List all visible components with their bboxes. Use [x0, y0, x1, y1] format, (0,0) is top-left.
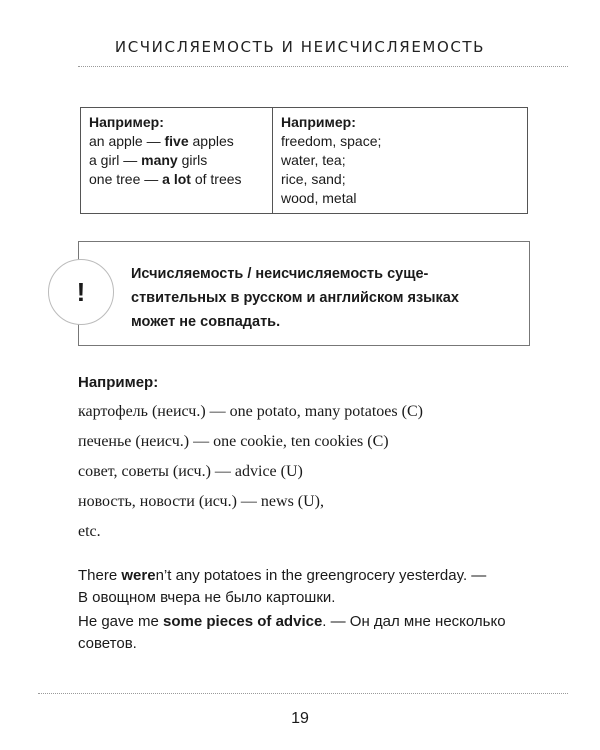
uncountable-row: rice, sand;: [281, 171, 346, 187]
running-header: ИСЧИСЛЯЕМОСТЬ И НЕИСЧИСЛЯЕМОСТЬ: [114, 38, 486, 56]
examples-label: Например:: [78, 374, 159, 391]
countable-row: a girl — many girls: [89, 152, 208, 168]
example-sentence: He gave me some pieces of advice. — Он дал мне несколько советов.: [78, 613, 506, 652]
uncountable-column: [273, 108, 528, 214]
list-item: картофель (неисч.) — one potato, many potatoes (C): [78, 403, 423, 420]
callout-line: ствительных в русском и английском языках: [131, 290, 459, 306]
countable-label: Например:: [89, 114, 164, 130]
uncountable-row: water, tea;: [281, 152, 346, 168]
example-sentence: There weren’t any potatoes in the greengrocery yesterday. — В овощном вчера не было картошки.: [78, 567, 487, 606]
callout-line: может не совпадать.: [131, 314, 281, 330]
header-rule: [78, 66, 568, 67]
callout-line: Исчисляемость / неисчисляемость суще-: [131, 266, 429, 282]
uncountable-row: freedom, space;: [281, 133, 382, 149]
uncountable-row: wood, metal: [281, 190, 357, 206]
list-item: печенье (неисч.) — one cookie, ten cookies (C): [78, 433, 389, 450]
footer-rule: [38, 693, 568, 694]
examples-list: [78, 397, 423, 547]
countable-row: one tree — a lot of trees: [89, 171, 242, 187]
exclamation-icon: !: [48, 259, 114, 325]
examples-table: [80, 107, 528, 214]
callout-text: [131, 262, 511, 334]
uncountable-label: Например:: [281, 114, 356, 130]
page-number: 19: [291, 710, 309, 727]
countable-row: an apple — five apples: [89, 133, 234, 149]
list-item: etc.: [78, 523, 101, 540]
list-item: совет, советы (исч.) — advice (U): [78, 463, 303, 480]
list-item: новость, новости (исч.) — news (U),: [78, 493, 324, 510]
countable-column: [81, 108, 273, 214]
